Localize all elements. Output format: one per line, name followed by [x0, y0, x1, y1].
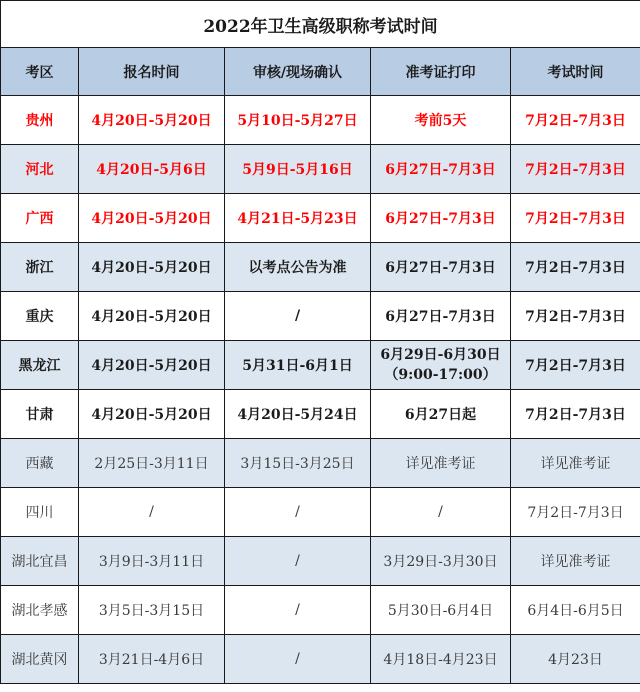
- review-cell: 5月10日-5月27日: [225, 96, 371, 145]
- admission-cell: 考前5天: [371, 96, 511, 145]
- table-row: [1, 194, 640, 243]
- header-region: 考区: [1, 48, 79, 96]
- table-row: [1, 292, 640, 341]
- registration-cell: 3月21日-4月6日: [79, 635, 225, 684]
- review-cell: 3月15日-3月25日: [225, 439, 371, 488]
- header-row: [1, 48, 640, 96]
- review-cell: /: [225, 488, 371, 537]
- exam-cell: 7月2日-7月3日: [511, 390, 640, 439]
- admission-cell: 5月30日-6月4日: [371, 586, 511, 635]
- review-cell: 4月21日-5月23日: [225, 194, 371, 243]
- registration-cell: 4月20日-5月20日: [79, 341, 225, 390]
- registration-cell: 3月9日-3月11日: [79, 537, 225, 586]
- registration-cell: 4月20日-5月20日: [79, 194, 225, 243]
- region-cell: 贵州: [1, 96, 79, 145]
- registration-cell: 4月20日-5月20日: [79, 390, 225, 439]
- registration-cell: 4月20日-5月20日: [79, 243, 225, 292]
- admission-cell: 3月29日-3月30日: [371, 537, 511, 586]
- table-row: [1, 96, 640, 145]
- admission-cell: [371, 341, 511, 390]
- admission-cell: 4月18日-4月23日: [371, 635, 511, 684]
- registration-cell: 4月20日-5月20日: [79, 96, 225, 145]
- region-cell: 甘肃: [1, 390, 79, 439]
- admission-cell: 6月27日-7月3日: [371, 292, 511, 341]
- table-row: [1, 635, 640, 684]
- region-cell: 重庆: [1, 292, 79, 341]
- review-cell: 4月20日-5月24日: [225, 390, 371, 439]
- review-cell: /: [225, 292, 371, 341]
- registration-cell: 4月20日-5月20日: [79, 292, 225, 341]
- exam-cell: 7月2日-7月3日: [511, 292, 640, 341]
- region-cell: 黑龙江: [1, 341, 79, 390]
- review-cell: 5月31日-6月1日: [225, 341, 371, 390]
- exam-cell: 7月2日-7月3日: [511, 243, 640, 292]
- region-cell: 湖北黄冈: [1, 635, 79, 684]
- exam-cell: 4月23日: [511, 635, 640, 684]
- admission-cell: 6月27日-7月3日: [371, 145, 511, 194]
- admission-cell: 详见准考证: [371, 439, 511, 488]
- exam-cell: 7月2日-7月3日: [511, 194, 640, 243]
- admission-hours: （9:00-17:00）: [384, 367, 497, 383]
- review-cell: /: [225, 635, 371, 684]
- region-cell: 西藏: [1, 439, 79, 488]
- admission-cell: /: [371, 488, 511, 537]
- review-cell: /: [225, 537, 371, 586]
- exam-cell: 7月2日-7月3日: [511, 488, 640, 537]
- exam-cell: 6月4日-6月5日: [511, 586, 640, 635]
- exam-cell: 7月2日-7月3日: [511, 341, 640, 390]
- region-cell: 浙江: [1, 243, 79, 292]
- table-row: [1, 537, 640, 586]
- region-cell: 湖北宜昌: [1, 537, 79, 586]
- table-row: [1, 488, 640, 537]
- table-row: [1, 586, 640, 635]
- table-row: [1, 439, 640, 488]
- region-cell: 河北: [1, 145, 79, 194]
- table-row: [1, 341, 640, 390]
- admission-cell: 6月27日-7月3日: [371, 243, 511, 292]
- registration-cell: 4月20日-5月6日: [79, 145, 225, 194]
- exam-cell: 7月2日-7月3日: [511, 145, 640, 194]
- review-cell: 以考点公告为准: [225, 243, 371, 292]
- table-row: [1, 390, 640, 439]
- exam-cell: 7月2日-7月3日: [511, 96, 640, 145]
- header-registration: 报名时间: [79, 48, 225, 96]
- exam-cell: 详见准考证: [511, 439, 640, 488]
- registration-cell: /: [79, 488, 225, 537]
- header-exam-time: 考试时间: [511, 48, 640, 96]
- table-row: [1, 243, 640, 292]
- region-cell: 湖北孝感: [1, 586, 79, 635]
- region-cell: 广西: [1, 194, 79, 243]
- admission-date: 6月29日-6月30日: [380, 347, 501, 363]
- table-title: 2022年卫生高级职称考试时间: [1, 1, 640, 48]
- review-cell: /: [225, 586, 371, 635]
- admission-cell: 6月27日-7月3日: [371, 194, 511, 243]
- admission-cell: 6月27日起: [371, 390, 511, 439]
- exam-cell: 详见准考证: [511, 537, 640, 586]
- registration-cell: 2月25日-3月11日: [79, 439, 225, 488]
- table-row: [1, 145, 640, 194]
- registration-cell: 3月5日-3月15日: [79, 586, 225, 635]
- header-admission-ticket: 准考证打印: [371, 48, 511, 96]
- review-cell: 5月9日-5月16日: [225, 145, 371, 194]
- header-review: 审核/现场确认: [225, 48, 371, 96]
- region-cell: 四川: [1, 488, 79, 537]
